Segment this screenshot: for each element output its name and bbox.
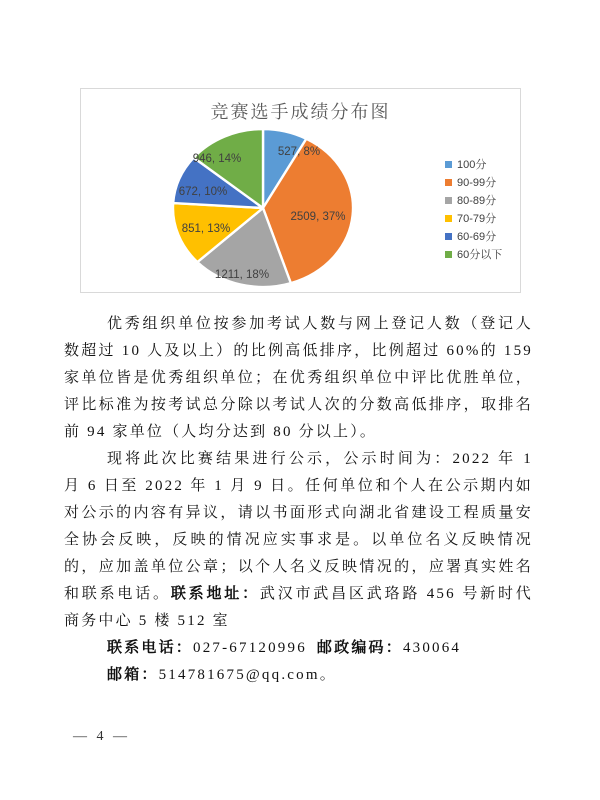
- pie-data-label: 1211, 18%: [214, 269, 270, 281]
- pie-data-label: 946, 14%: [192, 153, 242, 165]
- postal-value: 430064: [402, 640, 462, 656]
- pie-data-label: 2509, 37%: [290, 211, 346, 223]
- pie-data-label: 672, 10%: [178, 186, 228, 198]
- legend-item: [445, 155, 502, 173]
- chart-legend: [445, 155, 502, 263]
- phone-label: 联系电话：: [107, 640, 194, 656]
- legend-swatch: [445, 179, 452, 186]
- legend-item: [445, 209, 502, 227]
- score-distribution-chart: [80, 88, 521, 293]
- paragraph-contact: [64, 635, 533, 662]
- announcement-text: 现将此次比赛结果进行公示，公示时间为：2022 年 1 月 6 日至 2022 年 1 月 9 日。任何单位和个人在公示期内如对公示的内容有异议，请以书面形式向湖北省建设工程质量安全协会反映，反映的情况应实事求是。以单位名义反映情况的，应加盖单位公章；以个人名义反映情况的，应署真实姓名和联系电话。: [64, 451, 533, 602]
- legend-swatch: [445, 197, 452, 204]
- paragraph-criteria-text: 优秀组织单位按参加考试人数与网上登记人数（登记人数超过 10 人及以上）的比例高低排序，比例超过 60%的 159 家单位皆是优秀组织单位；在优秀组织单位中评比优胜单位，评比标准为按考试总分除以考试人次的分数高低排序，取排名前 94 家单位（人均分达到 80 分以上）。: [64, 316, 533, 440]
- email-label: 邮箱：: [107, 667, 159, 683]
- legend-label: 60分以下: [457, 249, 503, 261]
- legend-swatch: [445, 215, 452, 222]
- legend-label: 90-99分: [457, 177, 497, 189]
- legend-swatch: [445, 161, 452, 168]
- pie-data-label: 527, 8%: [277, 146, 321, 158]
- legend-swatch: [445, 251, 452, 258]
- legend-item: [445, 227, 502, 245]
- page-number: — 4 —: [73, 729, 130, 744]
- legend-label: 70-79分: [457, 213, 497, 225]
- email-value: 514781675@qq.com。: [158, 667, 337, 683]
- legend-swatch: [445, 233, 452, 240]
- paragraph-email: [64, 662, 533, 689]
- legend-item: [445, 245, 502, 263]
- address-value: 武汉市武昌区武珞路 456 号新时代商务中心 5 楼 512 室: [64, 586, 533, 629]
- pie-data-label: 851, 13%: [181, 223, 231, 235]
- chart-title: 竞赛选手成绩分布图: [210, 102, 391, 122]
- phone-value: 027-67120996: [193, 640, 307, 656]
- postal-label: 邮政编码：: [316, 640, 403, 656]
- legend-label: 60-69分: [457, 231, 497, 243]
- legend-label: 80-89分: [457, 195, 497, 207]
- body-text: [64, 311, 533, 689]
- legend-label: 100分: [457, 159, 487, 171]
- legend-item: [445, 173, 502, 191]
- paragraph-announcement: [64, 446, 533, 635]
- address-label: 联系地址：: [170, 586, 260, 602]
- paragraph-criteria: [64, 311, 533, 446]
- legend-item: [445, 191, 502, 209]
